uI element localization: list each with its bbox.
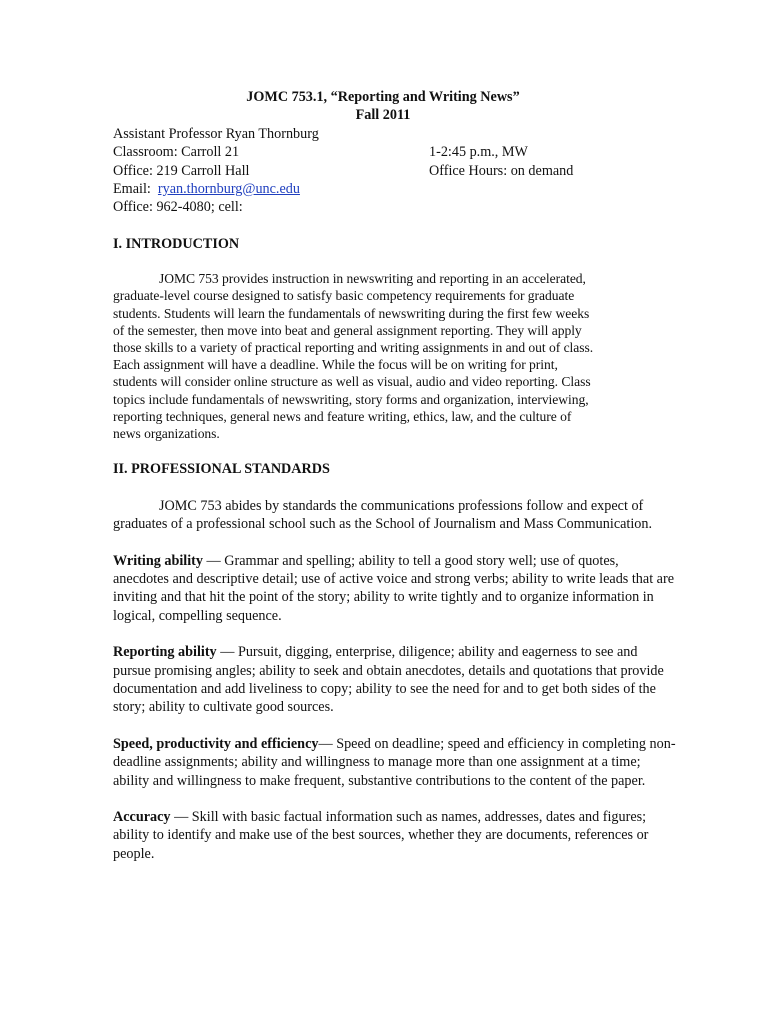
intro-line: of the semester, then move into beat and general assignment reporting. They will apply	[113, 322, 582, 338]
standard-writing-ability	[113, 552, 713, 626]
professional-standards-heading: II. PROFESSIONAL STANDARDS	[113, 461, 330, 478]
introduction-heading: I. INTRODUCTION	[113, 235, 240, 252]
standard-line: inviting and that hit the point of the story; ability to write tightly and to organize information in	[113, 589, 654, 606]
intro-line: students will consider online structure as well as visual, audio and video reporting. Class	[113, 374, 591, 390]
course-term: Fall 2011	[355, 107, 411, 124]
course-title: JOMC 753.1, “Reporting and Writing News”	[246, 89, 520, 105]
intro-line: those skills to a variety of practical reporting and writing assignments in and out of class.	[113, 340, 594, 356]
standard-line: pursue promising angles; ability to seek and obtain anecdotes, details and quotations that provide	[113, 662, 664, 679]
class-time: 1-2:45 p.m., MW	[429, 144, 528, 161]
standard-first-text: — Speed on deadline; speed and efficiency in completing non-	[318, 735, 676, 752]
standard-line: deadline assignments; ability and willingness to manage more than one assignment at a time;	[113, 754, 641, 771]
office-row	[113, 162, 713, 180]
intro-line: reporting techniques, general news and feature writing, ethics, law, and the culture of	[113, 408, 572, 424]
phone-line: Office: 962-4080; cell:	[113, 199, 243, 216]
office-hours: Office Hours: on demand	[429, 162, 574, 179]
standard-line: anecdotes and descriptive detail; use of active voice and strong verbs; ability to write leads that are	[113, 570, 674, 587]
email-row	[113, 180, 713, 198]
classroom: Classroom: Carroll 21	[113, 144, 240, 161]
standard-line: ability to identify and make use of the best sources, whether they are documents, references or	[113, 827, 649, 844]
introduction-paragraph	[113, 270, 713, 442]
standard-first-text: — Pursuit, digging, enterprise, diligence; ability and eagerness to see and	[216, 644, 638, 661]
standard-first-text: — Skill with basic factual information such as names, addresses, dates and figures;	[170, 808, 647, 825]
standard-line: documentation and add liveliness to copy; ability to see the need for and to get both sides of the	[113, 680, 656, 697]
standard-term: Writing ability	[113, 552, 203, 569]
standard-term: Reporting ability	[113, 644, 217, 661]
standard-line: people.	[113, 845, 155, 862]
standard-term: Accuracy	[113, 808, 171, 825]
standards-intro-paragraph	[113, 497, 713, 534]
standard-line: story; ability to cultivate good sources.	[113, 699, 334, 716]
standards-intro-line: JOMC 753 abides by standards the communications professions follow and expect of	[159, 497, 644, 514]
standard-line: logical, compelling sequence.	[113, 607, 282, 624]
standard-speed-productivity	[113, 735, 713, 790]
standard-term: Speed, productivity and efficiency	[113, 735, 319, 752]
classroom-row	[113, 143, 713, 161]
course-title-block	[113, 88, 653, 125]
email-label: Email:	[113, 181, 158, 198]
standard-accuracy	[113, 808, 713, 863]
office-location: Office: 219 Carroll Hall	[113, 162, 250, 179]
intro-line: topics include fundamentals of newswriting, story forms and organization, interviewing,	[113, 391, 589, 407]
standard-first-line	[113, 735, 713, 753]
intro-line: graduate-level course designed to satisfy basic competency requirements for graduate	[113, 288, 575, 304]
standard-first-line	[113, 552, 713, 570]
standard-first-text: — Grammar and spelling; ability to tell a good story well; use of quotes,	[203, 552, 619, 569]
standard-first-line	[113, 808, 713, 826]
intro-line: students. Students will learn the fundamentals of newswriting during the first few weeks	[113, 305, 590, 321]
intro-line: Each assignment will have a deadline. While the focus will be on writing for print,	[113, 357, 558, 373]
email-link[interactable]: ryan.thornburg@unc.edu	[157, 181, 300, 198]
syllabus-page	[113, 88, 713, 863]
intro-line: JOMC 753 provides instruction in newswriting and reporting in an accelerated,	[159, 271, 586, 287]
standard-reporting-ability	[113, 643, 713, 717]
standard-first-line	[113, 643, 713, 661]
standard-line: ability and willingness to make frequent, substantive contributions to the content of the paper.	[113, 772, 646, 789]
intro-line: news organizations.	[113, 426, 220, 442]
instructor-name: Assistant Professor Ryan Thornburg	[113, 125, 319, 142]
standards-intro-line: graduates of a professional school such as the School of Journalism and Mass Communication.	[113, 516, 653, 533]
